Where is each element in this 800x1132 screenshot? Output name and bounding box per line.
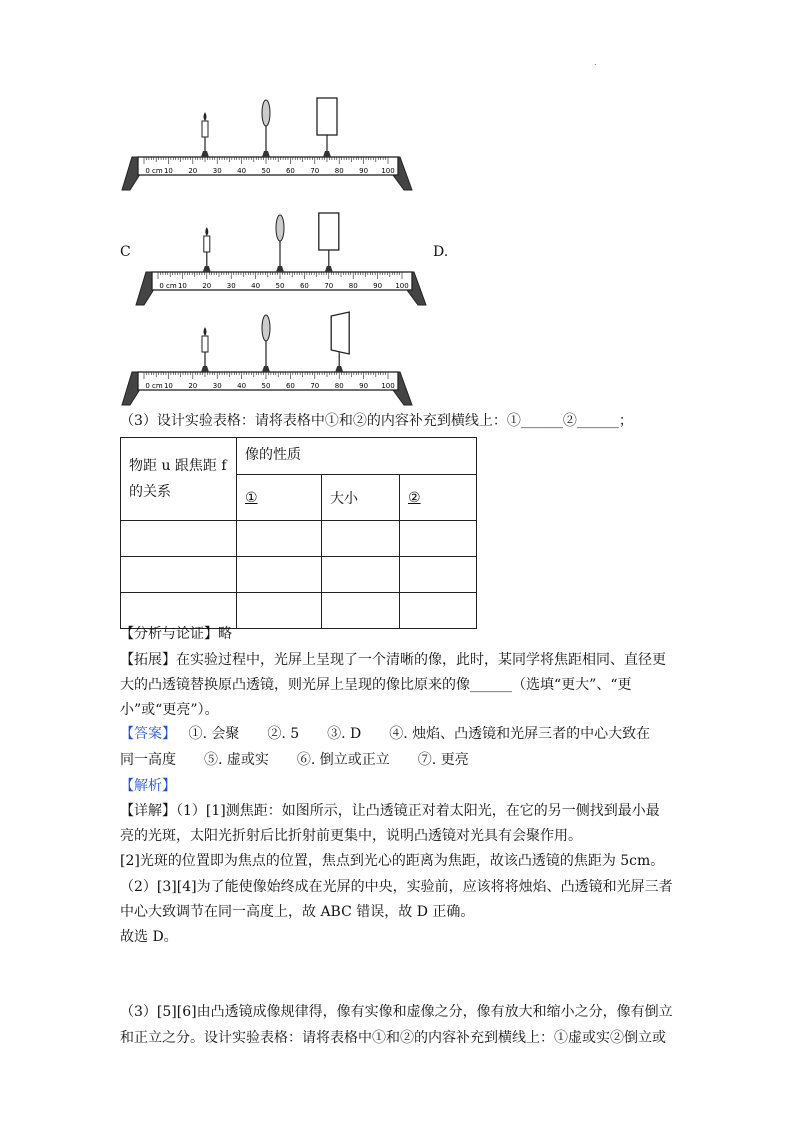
scale-tick-label: 50	[275, 282, 285, 290]
option-c-label: C	[120, 244, 131, 260]
scale-tick-label: 50	[261, 382, 271, 390]
candle-base	[201, 366, 209, 372]
candle-base	[201, 151, 209, 157]
scale-tick-label: 20	[188, 167, 198, 175]
detail-line-5: 中心大致调节在同一高度上，故 ABC 错误，故 D 正确。	[120, 904, 475, 920]
detail-line-3: [2]光斑的位置即为焦点的位置，焦点到光心的距离为焦距，故该凸透镜的焦距为 5cm。	[120, 853, 665, 869]
extension-line-2: 大的凸透镜替换原凸透镜，则光屏上呈现的像比原来的像______（选填“更大”、“更	[120, 677, 632, 693]
convex-lens	[276, 215, 284, 241]
scale-tick-label: 60	[285, 167, 295, 175]
scale-tick-label: 70	[310, 382, 320, 390]
answer-line-1: 【答案】 ①. 会聚 ②. 5 ③. D ④. 烛焰、凸透镜和光屏三者的中心大致在	[120, 726, 651, 742]
subcol-3: ②	[408, 489, 421, 506]
table-cell	[237, 521, 322, 557]
detail3-line-1: （3）[5][6]由凸透镜成像规律得，像有实像和虚像之分，像有放大和缩小之分，像有倒立	[120, 1004, 673, 1020]
scale-tick-label: 100	[381, 382, 395, 390]
scale-tick-label: 70	[324, 282, 334, 290]
scale-tick-label: 90	[359, 167, 369, 175]
convex-lens	[262, 100, 270, 126]
scale-tick-label: 60	[299, 282, 309, 290]
scale-tick-label: 10	[177, 282, 187, 290]
candle-flame	[204, 112, 207, 121]
question-3: （3）设计实验表格：请将表格中①和②的内容补充到横线上：①______②______；	[120, 413, 633, 429]
optical-bench-d	[118, 310, 418, 410]
detail-line-1: 【详解】（1）[1]测焦距：如图所示，让凸透镜正对着太阳光，在它的另一侧找到最小最	[120, 803, 660, 819]
scale-tick-label: 20	[188, 382, 198, 390]
scale-tick-label: 90	[359, 382, 369, 390]
extension-line-1: 【拓展】在实验过程中，光屏上呈现了一个清晰的像，此时，某同学将焦距相同、直径更	[120, 652, 666, 668]
extension-line-3: 小”或“更亮”）。	[120, 702, 219, 718]
detail-line-2: 亮的光斑，太阳光折射后比折射前更集中，说明凸透镜对光具有会聚作用。	[120, 828, 582, 844]
scale-tick-label: 100	[381, 167, 395, 175]
scale-tick-label: 50	[261, 167, 271, 175]
table-cell	[121, 557, 237, 593]
candle-base	[203, 266, 211, 272]
analysis-label: 【解析】	[120, 778, 176, 794]
option-d-label: D.	[433, 244, 449, 260]
candle-flame	[204, 327, 207, 336]
candle	[202, 121, 208, 137]
scale-tick-label: 70	[310, 167, 320, 175]
scale-tick-label: 80	[334, 167, 344, 175]
lens-base	[262, 366, 270, 372]
scale-tick-label: 40	[237, 382, 247, 390]
scale-tick-label: 0 cm	[159, 282, 177, 290]
experiment-table	[120, 437, 477, 629]
scale-tick-label: 30	[212, 382, 222, 390]
candle-flame	[205, 227, 208, 236]
scale-tick-label: 0 cm	[145, 167, 163, 175]
candle	[204, 236, 210, 252]
scale-tick-label: 80	[348, 282, 358, 290]
subcol-2: 大小	[322, 475, 400, 521]
optical-bench-b	[118, 95, 418, 195]
analysis-proof: 【分析与论证】略	[120, 626, 232, 642]
lens-base	[262, 151, 270, 157]
table-cell	[237, 557, 322, 593]
scale-tick-label: 90	[373, 282, 383, 290]
scale-tick-label: 10	[163, 382, 173, 390]
screen-base	[325, 266, 333, 272]
scale-tick-label: 40	[251, 282, 261, 290]
answer-line-2: 同一高度 ⑤. 虚或实 ⑥. 倒立或正立 ⑦. 更亮	[120, 752, 469, 768]
scale-tick-label: 10	[163, 167, 173, 175]
scale-tick-label: 60	[285, 382, 295, 390]
screen-base	[323, 151, 331, 157]
header-image-nature: 像的性质	[237, 438, 477, 475]
convex-lens	[262, 315, 270, 341]
answer-label: 【答案】	[120, 726, 176, 742]
detail-line-6: 故选 D。	[120, 929, 178, 945]
screen-base	[335, 366, 343, 372]
light-screen	[319, 213, 339, 250]
candle	[202, 336, 208, 352]
scale-tick-label: 0 cm	[145, 382, 163, 390]
table-cell	[400, 521, 477, 557]
light-screen	[317, 98, 337, 135]
detail3-line-2: 和正立之分。设计实验表格：请将表格中①和②的内容补充到横线上：①虚或实②倒立或	[120, 1030, 666, 1046]
table-cell	[322, 557, 400, 593]
detail-line-4: （2）[3][4]为了能使像始终成在光屏的中央，实验前，应该将将烛焰、凸透镜和光屏三者	[120, 879, 673, 895]
light-screen	[331, 312, 349, 354]
table-cell	[121, 521, 237, 557]
scale-tick-label: 100	[395, 282, 409, 290]
header-relation: 物距 u 跟焦距 f 的关系	[121, 438, 237, 521]
scale-tick-label: 40	[237, 167, 247, 175]
scale-tick-label: 20	[202, 282, 212, 290]
optical-bench-c	[132, 210, 432, 310]
page-dot: .	[594, 58, 597, 67]
table-cell	[400, 557, 477, 593]
scale-tick-label: 30	[226, 282, 236, 290]
scale-tick-label: 30	[212, 167, 222, 175]
table-cell	[322, 521, 400, 557]
subcol-1: ①	[245, 489, 258, 506]
lens-base	[276, 266, 284, 272]
scale-tick-label: 80	[334, 382, 344, 390]
